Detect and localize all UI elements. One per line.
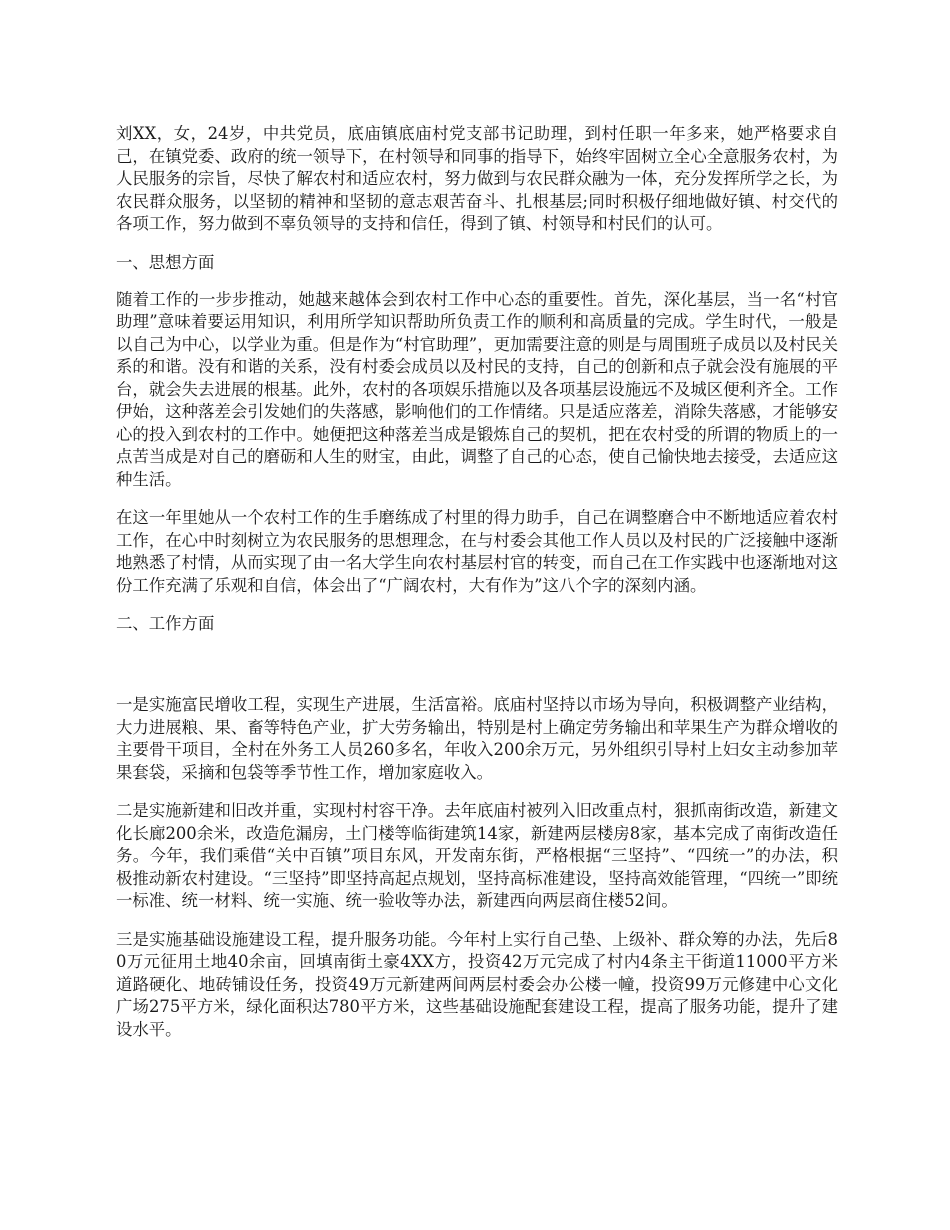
section-heading-work: 二、工作方面 bbox=[116, 614, 215, 633]
thinking-paragraph-2: 在这一年里她从一个农村工作的生手磨练成了村里的得力助手，自己在调整磨合中不断地适应着农村工作，在心中时刻树立为农民服务的思想理念，在与村委会其他工作人员以及村民的广泛接触中逐渐地熟悉了村情，从而实现了由一名大学生向农村基层村官的转变，而自己在工作实践中也逐渐地对这份工作充满了乐观和自信，体会出了“广阔农村，大有作为”这八个字的深刻内涵。 bbox=[116, 508, 838, 595]
section-heading-thinking: 一、思想方面 bbox=[116, 252, 215, 272]
document-body bbox=[116, 123, 838, 1057]
thinking-paragraph-1: 随着工作的一步步推动，她越来越体会到农村工作中心态的重要性。首先，深化基层，当一名“村官助理”意味着要运用知识，利用所学知识帮助所负责工作的顺利和高质量的完成。学生时代，一般是以自己为中心，以学业为重。但是作为“村官助理”，更加需要注意的则是与周围班子成员以及村民关系的和谐。没有和谐的关系，没有村委会成员以及村民的支持，自己的创新和点子就会没有施展的平台，就会失去进展的根基。此外，农村的各项娱乐措施以及各项基层设施远不及城区便利齐全。工作伊始，这种落差会引发她们的失落感，影响他们的工作情绪。只是适应落差，消除失落感，才能够安心的投入到农村的工作中。她便把这种落差当成是锻炼自己的契机，把在农村受的所谓的物质上的一点苦当成是对自己的磨砺和人生的财宝，由此，调整了自己的心态，使自己愉快地去接受，去适应这种生活。 bbox=[116, 289, 838, 489]
work-paragraph-2: 二是实施新建和旧改并重，实现村村容干净。去年底庙村被列入旧改重点村，狠抓南街改造，新建文化长廊200余米，改造危漏房，土门楼等临街建筑14家，新建两层楼房8家，基本完成了南街改造任务。今年，我们乘借“关中百镇”项目东风，开发南东街，严格根据“三坚持”、“四统一”的办法，积极推动新农村建设。“三坚持”即坚持高起点规划，坚持高标准建设，坚持高效能管理，“四统一”即统一标准、统一材料、统一实施、统一验收等办法，新建西向两层商住楼52间。 bbox=[116, 801, 838, 910]
intro-paragraph: 刘XX，女，24岁，中共党员，底庙镇底庙村党支部书记助理，到村任职一年多来，她严格要求自己，在镇党委、政府的统一领导下，在村领导和同事的指导下，始终牢固树立全心全意服务农村，为人民服务的宗旨，尽快了解农村和适应农村，努力做到与农民群众融为一体，充分发挥所学之长，为农民群众服务，以坚韧的精神和坚韧的意志艰苦奋斗、扎根基层;同时积极仔细地做好镇、村交代的各项工作，努力做到不辜负领导的支持和信任，得到了镇、村领导和村民们的认可。 bbox=[116, 124, 838, 233]
work-paragraph-1: 一是实施富民增收工程，实现生产进展，生活富裕。底庙村坚持以市场为导向，积极调整产业结构，大力进展粮、果、畜等特色产业，扩大劳务输出，特别是村上确定劳务输出和苹果生产为群众增收的主要骨干项目，全村在外务工人员260多名，年收入200余万元，另外组织引导村上妇女主动参加苹果套袋，采摘和包袋等季节性工作，增加家庭收入。 bbox=[116, 695, 838, 782]
blank-spacer bbox=[116, 650, 838, 694]
work-paragraph-3: 三是实施基础设施建设工程，提升服务功能。今年村上实行自己垫、上级补、群众筹的办法，先后80万元征用土地40余亩，回填南街土豪4XX方，投资42万元完成了村内4条主干街道11000平方米道路硬化、地砖铺设任务，投资49万元新建两间两层村委会办公楼一幢，投资99万元修建中心文化广场275平方米，绿化面积达780平方米，这些基础设施配套建设工程，提高了服务功能，提升了建设水平。 bbox=[116, 929, 838, 1039]
